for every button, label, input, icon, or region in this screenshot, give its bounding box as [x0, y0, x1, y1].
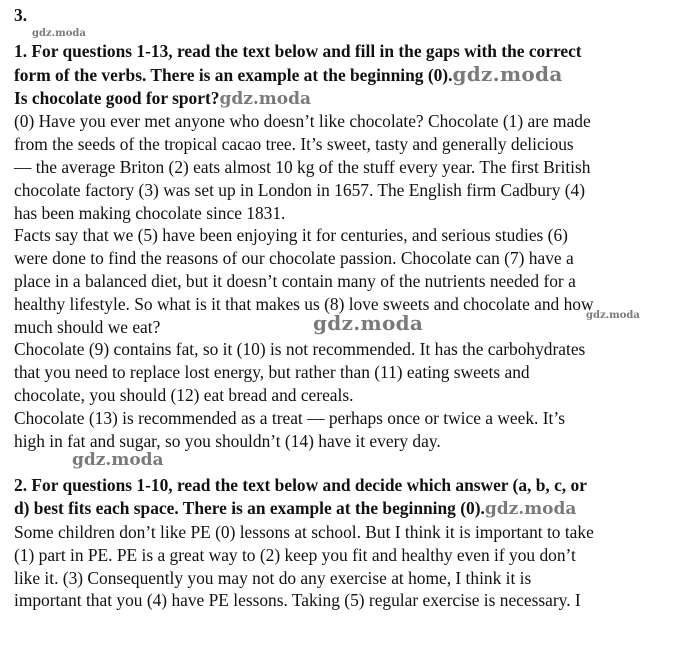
- text-line: Chocolate (13) is recommended as a treat — perhaps once or twice a week. It’s: [14, 407, 565, 428]
- text-line: place in a balanced diet, but it doesn’t contain many of the nutrients needed for a: [14, 270, 576, 291]
- task2-text: [14, 521, 676, 612]
- text-line: healthy lifestyle. So what is it that makes us (8) love sweets and chocolate and how: [14, 293, 594, 314]
- text-line: — the average Briton (2) eats almost 10 kg of the stuff every year. The first British: [14, 156, 591, 177]
- text-line: Chocolate (9) contains fat, so it (10) is not recommended. It has the carbohydrates: [14, 339, 586, 360]
- text-line: that you need to replace lost energy, but rather than (11) eating sweets and: [14, 362, 530, 383]
- task-number: 3.: [14, 5, 28, 25]
- task2-heading-line1: 2. For questions 1-10, read the text below and decide which answer (a, b, c, or: [14, 475, 587, 496]
- text-line: Facts say that we (5) have been enjoying it for centuries, and serious studies (6): [14, 225, 568, 246]
- watermark: gdz.moda: [313, 311, 424, 335]
- watermark: gdz.moda: [484, 499, 577, 520]
- text-line: chocolate factory (3) was set up in London in 1657. The English firm Cadbury (4): [14, 179, 586, 200]
- task1-heading-line2: [14, 63, 676, 87]
- watermark: gdz.moda: [452, 61, 563, 86]
- text-line: has been making chocolate since 1831.: [14, 202, 286, 223]
- text-line: like it. (3) Consequently you may not do any exercise at home, I think it is: [14, 567, 532, 588]
- text-line: chocolate, you should (12) eat bread and cereals.: [14, 384, 354, 405]
- text-line: much should we eat?: [14, 316, 161, 337]
- text-line: (1) part in PE. PE is a great way to (2) keep you fit and healthy even if you don’t: [14, 544, 576, 565]
- task1-title-line: [14, 87, 676, 111]
- task1-text: [14, 110, 676, 452]
- watermark: gdz.moda: [32, 28, 86, 39]
- text-line: (0) Have you ever met anyone who doesn’t like chocolate? Chocolate (1) are made: [14, 111, 591, 132]
- text-line: Some children don’t like PE (0) lessons at school. But I think it is important to take: [14, 521, 594, 542]
- document-page: [14, 4, 676, 612]
- task1-heading-line1: 1. For questions 1-13, read the text below and fill in the gaps with the correct: [14, 41, 582, 61]
- text-line: important that you (4) have PE lessons. Taking (5) regular exercise is necessary. I: [14, 590, 581, 611]
- text-title: Is chocolate good for sport?: [14, 87, 220, 108]
- task1-heading-text: form of the verbs. There is an example at the beginning (0).: [14, 64, 453, 85]
- watermark: gdz.moda: [219, 88, 312, 109]
- task2-heading-text: d) best fits each space. There is an example at the beginning (0).: [14, 498, 485, 519]
- watermark: gdz.moda: [72, 450, 164, 470]
- watermark: gdz.moda: [586, 310, 640, 321]
- task2-heading-line2: [14, 497, 676, 521]
- text-line: were done to find the reasons of our chocolate passion. Chocolate can (7) have a: [14, 248, 574, 269]
- text-line: from the seeds of the tropical cacao tree. It’s sweet, tasty and generally delicious: [14, 134, 574, 155]
- text-line: high in fat and sugar, so you shouldn’t (14) have it every day.: [14, 430, 441, 451]
